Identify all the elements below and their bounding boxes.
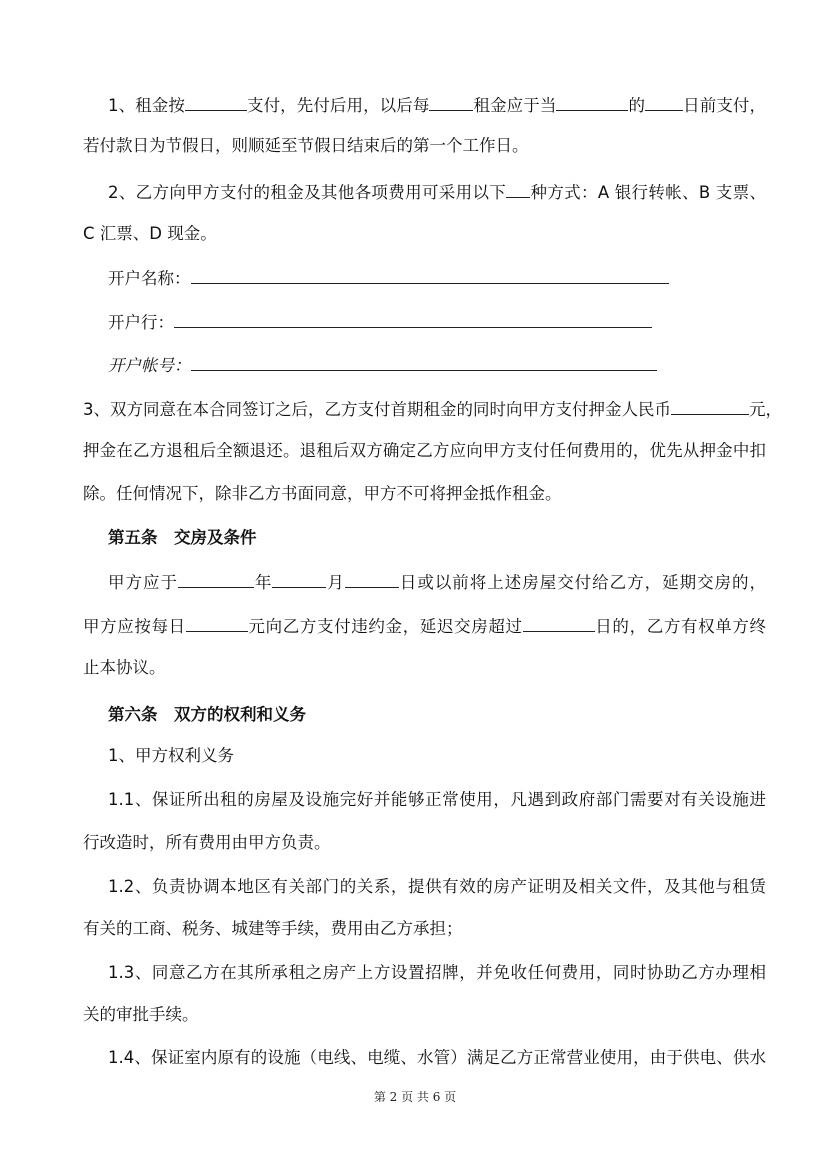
account-number-field [191, 352, 657, 371]
paragraph-line: 1.2、负责协调本地区有关部门的关系，提供有效的房产证明及相关文件，及其他与租赁 [108, 877, 766, 896]
paragraph-line: C 汇票、D 现金。 [83, 224, 217, 243]
paragraph-line [108, 92, 766, 118]
paragraph-line [83, 396, 782, 422]
text: 支付，先付后用，以后每 [246, 96, 430, 115]
text: 种方式：A 银行转帐、B 支票、 [530, 183, 766, 202]
label: 开户行： [108, 313, 174, 332]
blank-field [523, 613, 595, 632]
paragraph-line: 若付款日为节假日，则顺延至节假日结束后的第一个工作日。 [83, 136, 529, 155]
blank-field [671, 396, 749, 415]
text: 日的，乙方有权单方终 [594, 617, 767, 636]
text: 年 [253, 573, 273, 592]
label: 开户帐号： [108, 356, 191, 375]
blank-field [645, 92, 683, 111]
text: 日前支付， [683, 96, 767, 115]
text: 日或以前将上述房屋交付给乙方，延期交房的， [398, 573, 767, 592]
section-heading: 第六条 双方的权利和义务 [108, 705, 306, 724]
bank-line [108, 309, 766, 335]
text: 的 [628, 96, 646, 115]
paragraph-line: 行改造时，所有费用由甲方负责。 [83, 833, 331, 852]
paragraph-line: 除。任何情况下，除非乙方书面同意，甲方不可将押金抵作租金。 [83, 484, 562, 503]
paragraph-line: 1.1、保证所出租的房屋及设施完好并能够正常使用，凡遇到政府部门需要对有关设施进 [108, 790, 766, 809]
text: 元向乙方支付违约金，延迟交房超过 [247, 617, 523, 636]
paragraph-line: 关的审批手续。 [83, 1005, 199, 1024]
blank-field [506, 179, 530, 198]
blank-field [186, 613, 248, 632]
blank-field [345, 569, 399, 588]
label: 开户名称： [108, 269, 191, 288]
subsection-heading: 1、甲方权利义务 [108, 746, 234, 765]
blank-field [556, 92, 628, 111]
paragraph-line [108, 569, 766, 595]
paragraph-line [83, 613, 766, 639]
text: 元， [749, 400, 782, 419]
paragraph-line: 押金在乙方退租后全额退还。退租后双方确定乙方应向甲方支付任何费用的，优先从押金中扣 [83, 441, 766, 460]
page-footer: 第 2 页 共 6 页 [373, 1090, 457, 1104]
text: 甲方应于 [108, 573, 178, 592]
paragraph-line: 1.3、同意乙方在其所承租之房产上方设置招牌，并免收任何费用，同时协助乙方办理相 [108, 963, 766, 982]
blank-field [429, 92, 473, 111]
account-number-line [108, 352, 766, 378]
paragraph-line: 有关的工商、税务、城建等手续，费用由乙方承担； [83, 919, 463, 938]
section-heading: 第五条 交房及条件 [108, 528, 257, 547]
text: 3、双方同意在本合同签订之后，乙方支付首期租金的同时向甲方支付押金人民币 [83, 400, 671, 419]
blank-field [185, 92, 247, 111]
paragraph-line: 1.4、保证室内原有的设施（电线、电缆、水管）满足乙方正常营业使用，由于供电、供水 [108, 1048, 766, 1067]
text: 1、租金按 [108, 96, 185, 115]
paragraph-line: 止本协议。 [83, 658, 166, 677]
bank-field [174, 309, 652, 328]
text: 租金应于当 [473, 96, 557, 115]
paragraph-line [108, 179, 766, 205]
blank-field [178, 569, 254, 588]
account-name-line [108, 265, 766, 291]
text: 甲方应按每日 [83, 617, 186, 636]
blank-field [272, 569, 326, 588]
text: 月 [326, 573, 345, 592]
text: 2、乙方向甲方支付的租金及其他各项费用可采用以下 [108, 183, 507, 202]
account-name-field [191, 265, 669, 284]
